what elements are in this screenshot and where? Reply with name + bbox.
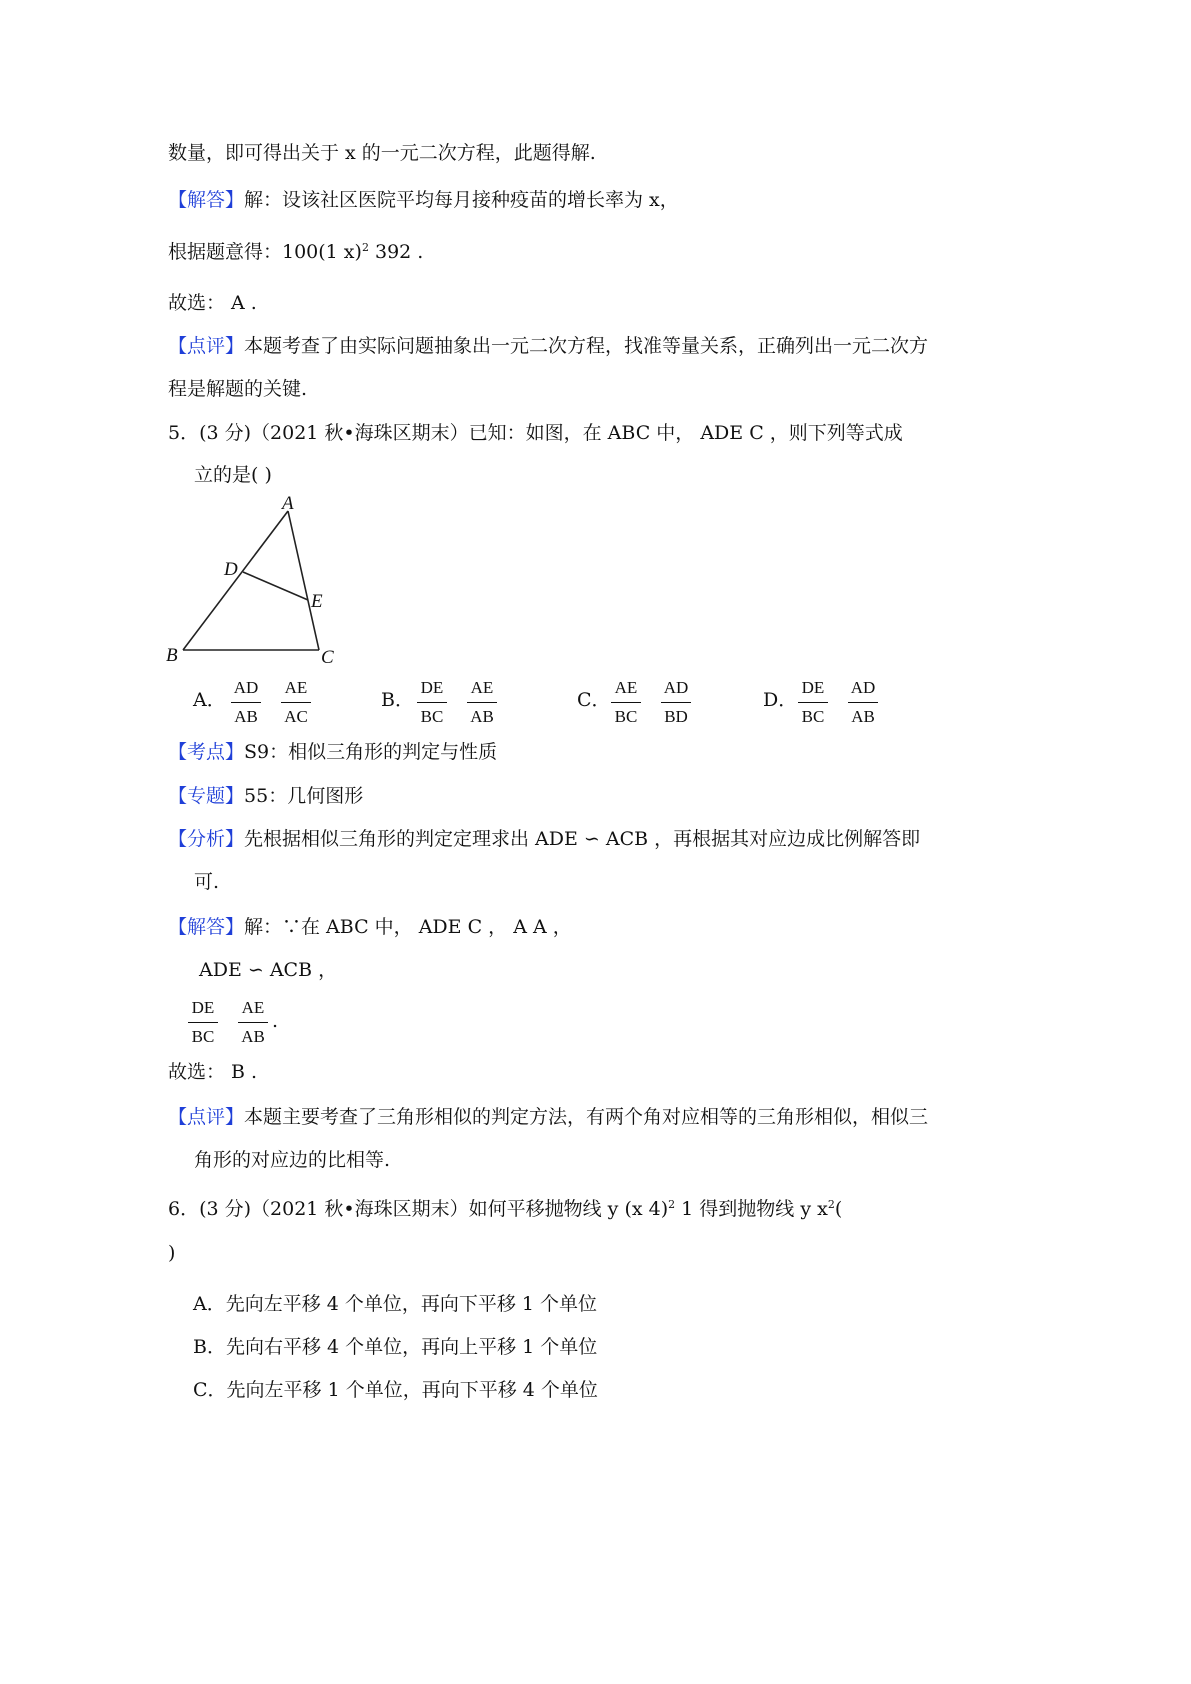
solution-text: 解：设该社区医院平均每月接种疫苗的增长率为 x，	[244, 189, 679, 211]
analysis-line	[168, 827, 920, 851]
paragraph-line: 数量，即可得出关于 x 的一元二次方程，此题得解.	[168, 142, 596, 164]
option-6-b: B．先向右平移 4 个单位，再向上平移 1 个单位	[193, 1336, 598, 1358]
review-line-2: 程是解题的关键.	[168, 378, 308, 400]
solution-tag: 【解答】	[168, 189, 245, 211]
question-6-stem-2: )	[168, 1242, 176, 1264]
question-5-stem: 5．(3 分)（2021 秋•海珠区期末）已知：如图，在 ABC 中， ADE C ，则下列等式成	[168, 422, 903, 444]
vertex-label-d: D	[224, 559, 238, 580]
topic-tag: 【专题】	[168, 785, 245, 807]
option-d-fraction-2: AD AB	[848, 678, 878, 727]
vertex-label-c: C	[321, 647, 334, 668]
analysis-tag: 【分析】	[168, 828, 245, 850]
option-b-fraction-1: DE BC	[417, 678, 447, 727]
review-5-text: 本题主要考查了三角形相似的判定方法，有两个角对应相等的三角形相似，相似三	[244, 1106, 929, 1128]
solution-5-line	[168, 915, 572, 939]
option-d-fraction-1: DE BC	[798, 678, 828, 727]
review-text: 本题考查了由实际问题抽象出一元二次方程，找准等量关系，正确列出一元二次方	[244, 335, 929, 357]
equation-right: 392 .	[368, 241, 424, 263]
solution-fraction-end: .	[272, 1010, 279, 1032]
knowledge-point-text: S9：相似三角形的判定与性质	[244, 741, 498, 763]
solution-5-line-2: ADE ∽ ACB ，	[199, 959, 338, 981]
vertex-label-b: B	[166, 645, 178, 666]
solution-fraction-2: AE AB	[238, 998, 268, 1047]
topic-line	[168, 784, 363, 808]
equation-left: 根据题意得：100(1 x)	[168, 241, 362, 263]
option-b-letter: B．	[381, 689, 414, 711]
knowledge-point-tag: 【考点】	[168, 741, 245, 763]
vertex-label-e: E	[311, 591, 323, 612]
solution-5-text: 解：∵在 ABC 中， ADE C ， A A ，	[244, 916, 572, 938]
option-a-fraction-1: AD AB	[231, 678, 261, 727]
review-5-line	[168, 1105, 928, 1129]
review-tag: 【点评】	[168, 335, 245, 357]
vertex-label-a: A	[282, 495, 294, 514]
option-b-fraction-2: AE AB	[467, 678, 497, 727]
analysis-text: 先根据相似三角形的判定定理求出 ADE ∽ ACB ，再根据其对应边成比例解答即	[244, 828, 921, 850]
option-c-fraction-2: AD BD	[661, 678, 691, 727]
knowledge-point-line	[168, 740, 497, 764]
answer-5-line: 故选： B .	[168, 1061, 258, 1083]
solution-fraction-1: DE BC	[188, 998, 218, 1047]
option-6-c: C．先向左平移 1 个单位，再向下平移 4 个单位	[193, 1379, 598, 1401]
option-c-fraction-1: AE BC	[611, 678, 641, 727]
option-a-fraction-2: AE AC	[281, 678, 311, 727]
question-6-stem: 6．(3 分)（2021 秋•海珠区期末）如何平移抛物线 y (x 4)$^2$ 1 得到抛物线 y $x^2$(	[168, 1198, 843, 1220]
analysis-line-2: 可.	[194, 871, 220, 893]
option-d-letter: D．	[763, 689, 798, 711]
option-a-letter: A．	[193, 689, 226, 711]
review-5-line-2: 角形的对应边的比相等.	[194, 1149, 391, 1171]
answer-line: 故选： A .	[168, 292, 257, 314]
question-5-stem-2: 立的是( )	[194, 464, 272, 486]
review-5-tag: 【点评】	[168, 1106, 245, 1128]
topic-text: 55：几何图形	[244, 785, 364, 807]
option-c-letter: C．	[577, 689, 611, 711]
exponent: 2	[668, 1198, 676, 1211]
exponent: 2	[361, 241, 369, 254]
option-6-a: A．先向左平移 4 个单位，再向下平移 1 个单位	[193, 1293, 598, 1315]
exponent: 2	[827, 1198, 835, 1211]
equation-line	[168, 240, 423, 267]
triangle-figure	[160, 495, 360, 675]
solution-line	[168, 188, 679, 212]
solution-5-tag: 【解答】	[168, 916, 245, 938]
review-line	[168, 334, 928, 358]
